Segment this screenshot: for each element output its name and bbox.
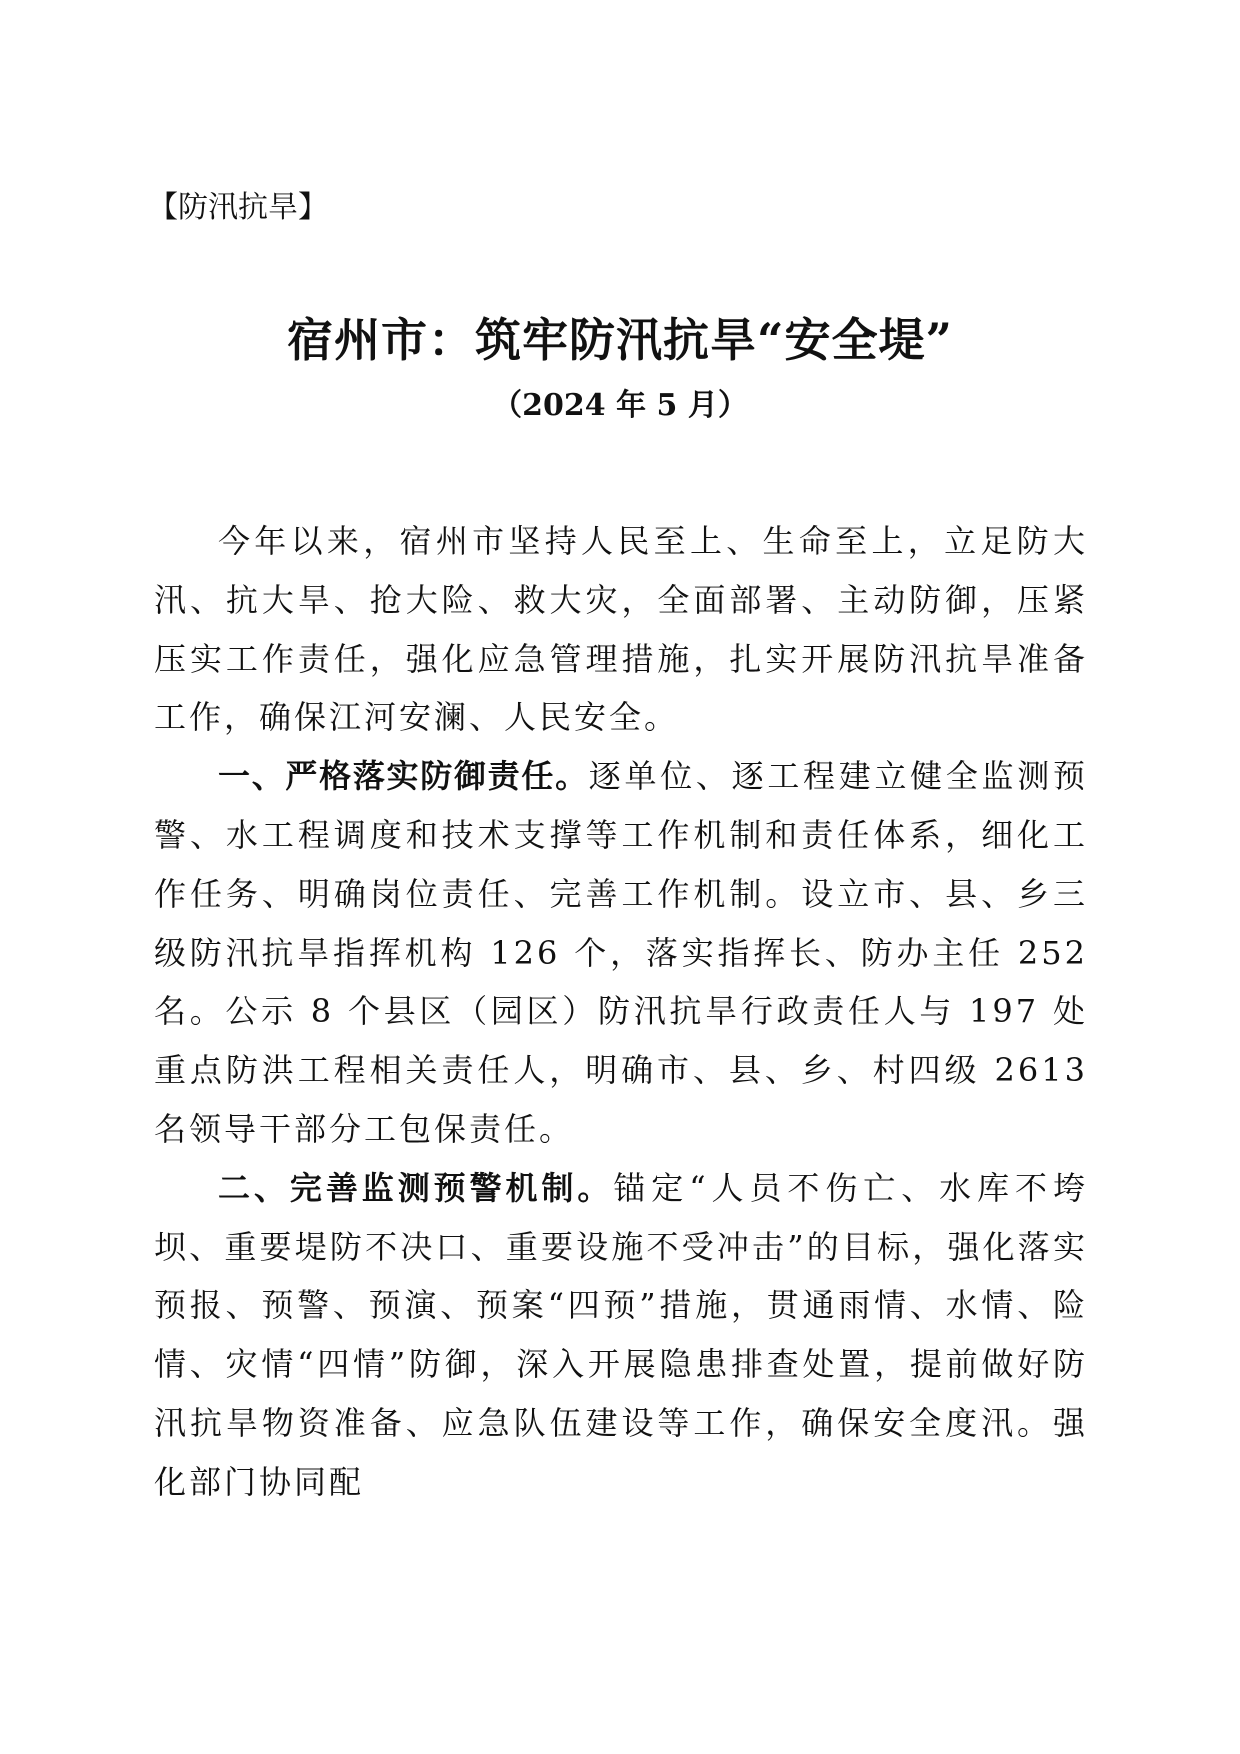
section-text: 逐单位、逐工程建立健全监测预警、水工程调度和技术支撑等工作机制和责任体系，细化工作任务、明确岗位责任、完善工作机制。设立市、县、乡三级防汛抗旱指挥机构 126 个，落实指挥长、防办主任 252 名。公示 8 个县区（园区）防汛抗旱行政责任人与 197 处重点防洪工程相关责任人，明确市、县、乡、村四级 2613 名领导干部分工包保责任。 — [154, 757, 1088, 1148]
section-heading: 二、完善监测预警机制。 — [218, 1168, 614, 1207]
section-text: 锚定“人员不伤亡、水库不垮坝、重要堤防不决口、重要设施不受冲击”的目标，强化落实预报、预警、预演、预案“四预”措施，贯通雨情、水情、险情、灾情“四情”防御，深入开展隐患排查处置，提前做好防汛抗旱物资准备、应急队伍建设等工作，确保安全度汛。强化部门协同配 — [154, 1168, 1088, 1501]
section-paragraph-1 — [154, 747, 1088, 1159]
category-label: 【防汛抗旱】 — [148, 190, 328, 225]
section-heading: 一、严格落实防御责任。 — [218, 757, 589, 796]
intro-paragraph: 今年以来，宿州市坚持人民至上、生命至上，立足防大汛、抗大旱、抢大险、救大灾，全面部署、主动防御，压紧压实工作责任，强化应急管理措施，扎实开展防汛抗旱准备工作，确保江河安澜、人民安全。 — [154, 522, 1088, 737]
page-title: 宿州市：筑牢防汛抗旱“安全堤” — [287, 313, 953, 367]
publication-date: （2024 年 5 月） — [492, 388, 748, 423]
article-body — [154, 512, 1088, 1512]
section-paragraph-2 — [154, 1159, 1088, 1512]
